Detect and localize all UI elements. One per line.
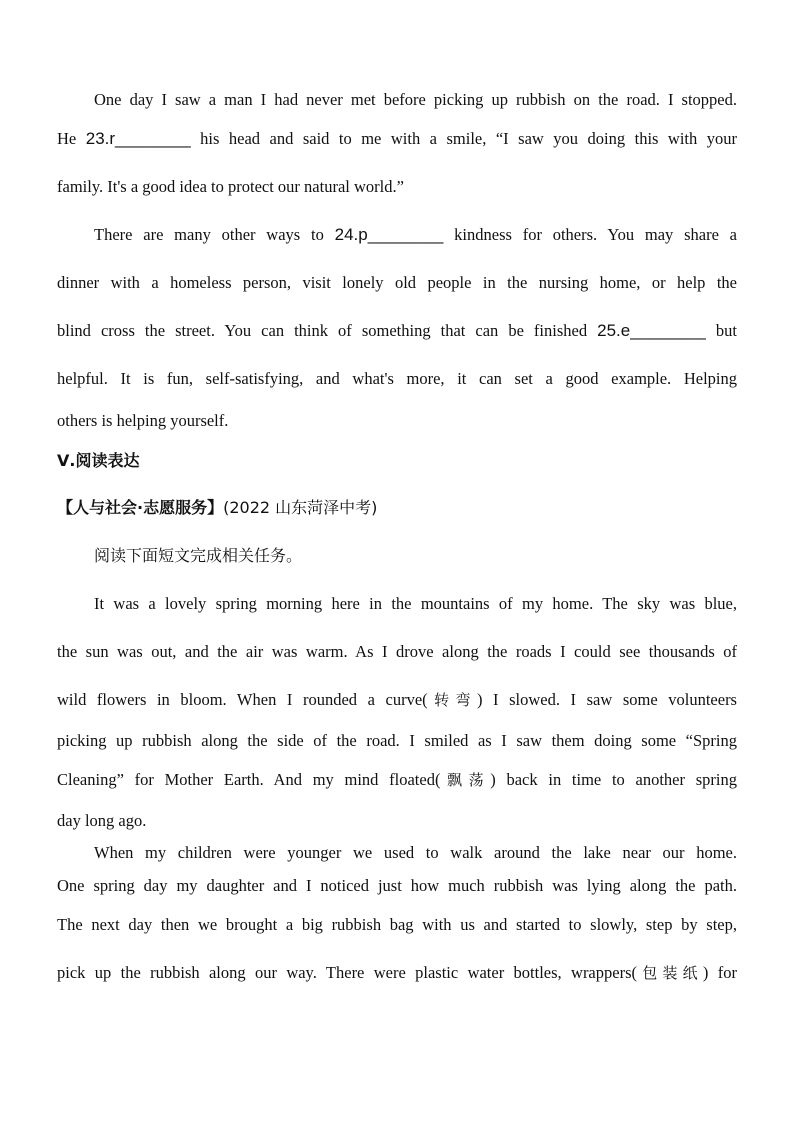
text: When my children were younger we used to walk around the lake near our home. [94,843,737,862]
blank-23[interactable]: 23.r________ [85,129,191,148]
text: There are many other ways to [94,225,335,244]
passage2-line-5 [57,770,737,790]
text: wild flowers in bloom. When I rounded a curve( [57,690,428,709]
passage2-line-8 [57,876,737,896]
passage2-line-2 [57,642,737,662]
blank-24[interactable]: 24.p________ [334,225,444,244]
text: day long ago. [57,811,147,830]
instruction: 阅读下面短文完成相关任务。 [94,546,303,565]
passage1-line-1 [94,90,737,110]
text: his head and said to me with a smile, “I saw you doing this with your [190,129,737,148]
source-tag: 【人与社会·志愿服务】 [57,498,224,517]
passage1-line-8 [57,411,737,431]
passage1-line-7 [57,369,737,389]
passage1-line-3 [57,177,737,197]
passage2-line-6 [57,811,737,831]
passage1-line-2 [57,129,737,149]
text: dinner with a homeless person, visit lonely old people in the nursing home, or help the [57,273,737,292]
text: He [57,129,86,148]
text: family. It's a good idea to protect our natural world.” [57,177,404,196]
text: One spring day my daughter and I noticed just how much rubbish was lying along the path. [57,876,737,895]
section-heading: Ⅴ.阅读表达 [57,451,140,470]
text: picking up rubbish along the side of the road. I smiled as I saw them doing some “Spring [57,731,737,750]
text: the sun was out, and the air was warm. As I drove along the roads I could see thousands of [57,642,737,661]
text: It was a lovely spring morning here in the mountains of my home. The sky was blue, [94,594,737,613]
text: blind cross the street. You can think of something that can be finished [57,321,598,340]
passage1-line-5 [57,273,737,293]
gloss: 包装纸 [637,964,703,982]
text: others is helping yourself. [57,411,229,430]
gloss: 飘荡 [440,771,491,789]
passage2-line-3 [57,690,737,710]
passage2-line-7 [94,843,737,863]
gloss: 转弯 [427,691,477,709]
text: helpful. It is fun, self-satisfying, and what's more, it can set a good example. Helping [57,369,737,388]
text: but [705,321,737,340]
source-line [57,498,377,518]
blank-25[interactable]: 25.e________ [597,321,706,340]
text: Cleaning” for Mother Earth. And my mind floated( [57,770,441,789]
text: ) for [702,963,737,982]
passage1-line-4 [94,225,737,245]
passage2-line-1 [94,594,737,614]
text: kindness for others. You may share a [443,225,738,244]
passage2-line-9 [57,915,737,935]
text: pick up the rubbish along our way. There were plastic water bottles, wrappers( [57,963,637,982]
passage1-line-6 [57,321,737,341]
source-year: (2022 山东菏泽中考) [223,498,378,517]
text: ) I slowed. I saw some volunteers [476,690,737,709]
text: The next day then we brought a big rubbish bag with us and started to slowly, step by step, [57,915,737,934]
text: ) back in time to another spring [490,770,737,789]
passage2-line-10 [57,963,737,983]
passage2-line-4 [57,731,737,751]
text: One day I saw a man I had never met before picking up rubbish on the road. I stopped. [94,90,737,109]
